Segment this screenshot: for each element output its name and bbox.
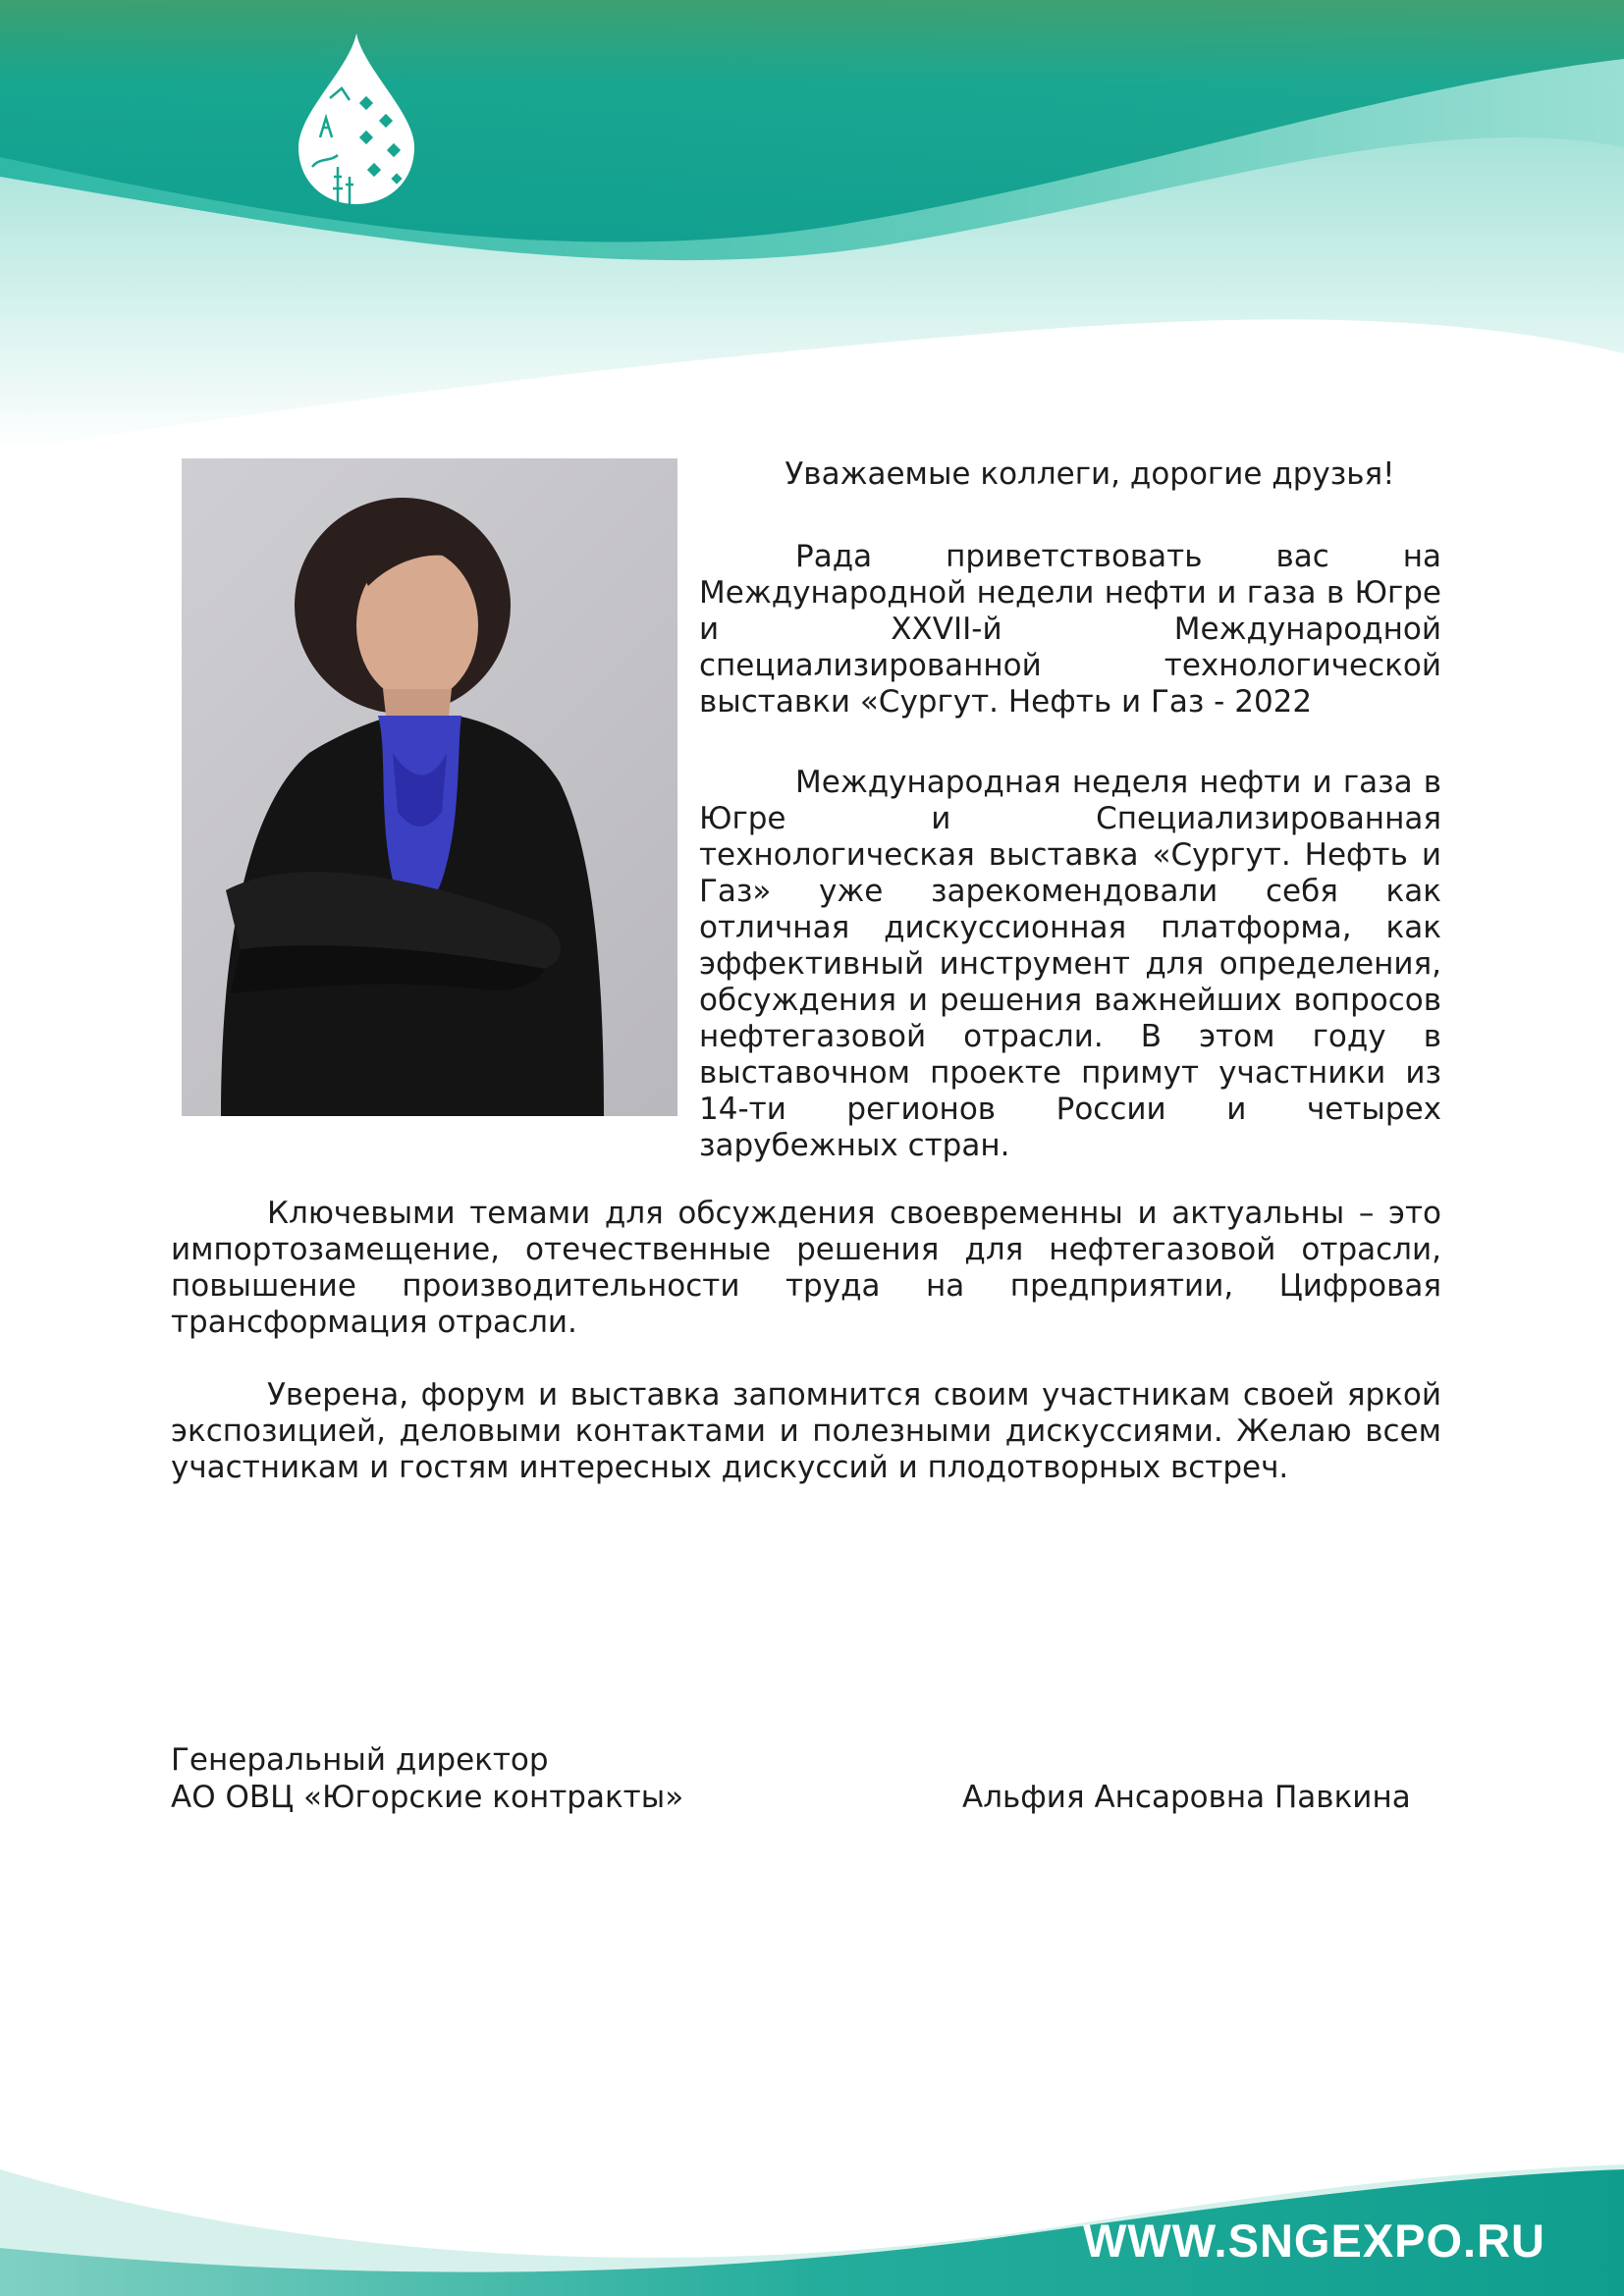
letter-paragraph-3: Ключевыми темами для обсуждения своевременны и актуальны – это импортозамещение, отечественные решения для нефтегазовой отрасли, повышение производительности труда на предприятии, Цифровая трансформация отрасли. — [171, 1196, 1441, 1340]
signature-block — [171, 1741, 683, 1816]
letter-paragraph-2: Международная неделя нефти и газа в Югре и Специализированная технологическая выставка «Сургут. Нефть и Газ» уже зарекомендовали себя как отличная дискуссионная платформа, как эффективный инструмент для определения, обсуждения и решения важнейших вопросов нефтегазовой отрасли. В этом году в выставочном проекте примут участники из 14-ти регионов России и четырех зарубежных стран. — [699, 765, 1441, 1163]
portrait-photo — [182, 458, 677, 1116]
signature-organization: АО ОВЦ «Югорские контракты» — [171, 1780, 684, 1815]
letter-greeting: Уважаемые коллеги, дорогие друзья! — [785, 456, 1395, 492]
signature-name: Альфия Ансаровна Павкина — [962, 1780, 1411, 1815]
website-link[interactable]: WWW.SNGEXPO.RU — [1083, 2215, 1545, 2267]
letter-text-column — [699, 456, 1441, 1208]
letter-paragraph-4: Уверена, форум и выставка запомнится своим участникам своей яркой экспозицией, деловыми контактами и полезными дискуссиями. Желаю всем участникам и гостям интересных дискуссий и плодотворных встреч. — [171, 1377, 1441, 1485]
drop-emblem-icon — [291, 29, 422, 208]
letter-paragraph-1: Рада приветствовать вас на Международной недели нефти и газа в Югре и XXVII-й Международной специализированной технологической выставки «Сургут. Нефть и Газ - 2022 — [699, 539, 1441, 720]
signature-position: Генеральный директор — [171, 1742, 549, 1778]
